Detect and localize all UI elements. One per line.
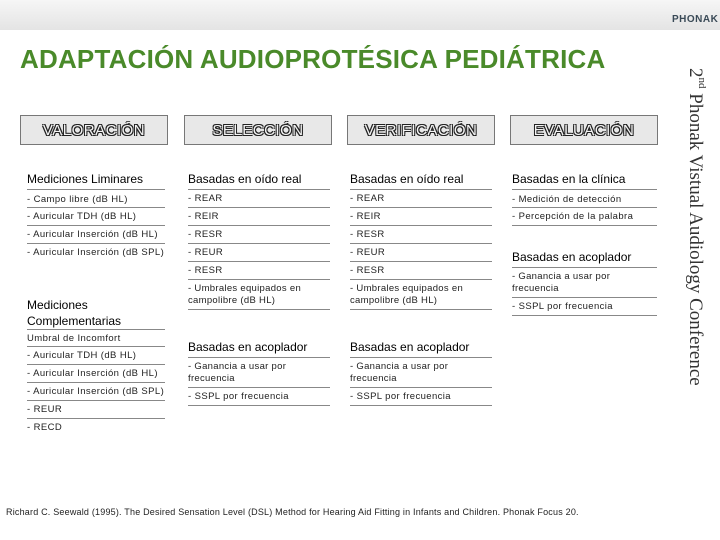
divider (512, 189, 657, 190)
divider (188, 279, 330, 280)
divider (512, 315, 657, 316)
evaluacion-section-acoplador: Basadas en acoplador (512, 250, 632, 264)
divider (27, 225, 165, 226)
divider (350, 189, 492, 190)
evaluacion-item: - Medición de detección (512, 194, 622, 205)
divider (350, 261, 492, 262)
valoracion-section-complementarias: Mediciones Complementarias (27, 298, 122, 328)
seleccion-item: - Ganancia a usar por frecuencia (188, 361, 287, 384)
divider (188, 225, 330, 226)
divider (27, 329, 165, 330)
verificacion-section-acoplador: Basadas en acoplador (350, 340, 470, 354)
verificacion-section-oido-real: Basadas en oído real (350, 172, 464, 186)
verificacion-item: - REIR (350, 211, 381, 222)
seleccion-section-acoplador: Basadas en acoplador (188, 340, 308, 354)
reference-citation: Richard C. Seewald (1995). The Desired Sensation Level (DSL) Method for Hearing Aid Fitting in Infants and Children. Phonak Focus 20. (6, 507, 579, 517)
seleccion-item: - RESR (188, 265, 223, 276)
divider (350, 225, 492, 226)
side-ordinal-suffix: nd (696, 77, 709, 89)
divider (188, 387, 330, 388)
valoracion-item: - Auricular Inserción (dB HL) (27, 229, 158, 240)
conference-side-label (678, 68, 714, 498)
seleccion-item: - REUR (188, 247, 224, 258)
divider (512, 267, 657, 268)
divider (188, 243, 330, 244)
phonak-logo: PHONAK (672, 14, 719, 25)
divider (512, 297, 657, 298)
verificacion-item: - RESR (350, 229, 385, 240)
divider (350, 279, 492, 280)
side-conference-name: Phonak Vistual Audiology Conference (684, 88, 706, 386)
evaluacion-section-clinica: Basadas en la clínica (512, 172, 626, 186)
seleccion-item: - REAR (188, 193, 223, 204)
valoracion-item: - RECD (27, 422, 63, 433)
divider (188, 189, 330, 190)
divider (27, 207, 165, 208)
divider (350, 243, 492, 244)
verificacion-item: - REAR (350, 193, 385, 204)
verificacion-note: - Umbrales equipados en campolibre (dB HL) (350, 283, 464, 306)
valoracion-item: - Campo libre (dB HL) (27, 194, 128, 205)
divider (350, 387, 492, 388)
divider (188, 261, 330, 262)
seleccion-item: - RESR (188, 229, 223, 240)
divider (27, 346, 165, 347)
header-evaluacion: EVALUACIÓN (510, 115, 658, 145)
seleccion-section-oido-real: Basadas en oído real (188, 172, 302, 186)
seleccion-item: - REIR (188, 211, 219, 222)
side-ordinal: 2 (684, 68, 706, 78)
valoracion-item: - Auricular Inserción (dB SPL) (27, 386, 165, 397)
header-seleccion: SELECCIÓN (184, 115, 332, 145)
divider (188, 405, 330, 406)
divider (27, 364, 165, 365)
divider (27, 418, 165, 419)
valoracion-item: - REUR (27, 404, 63, 415)
page-title: ADAPTACIÓN AUDIOPROTÉSICA PEDIÁTRICA (20, 44, 606, 74)
valoracion-section-liminares: Mediciones Liminares (27, 172, 144, 186)
divider (188, 207, 330, 208)
divider (350, 207, 492, 208)
valoracion-item: - Auricular TDH (dB HL) (27, 350, 137, 361)
seleccion-item: - SSPL por frecuencia (188, 391, 289, 402)
divider (27, 243, 165, 244)
header-verificacion: VERIFICACIÓN (347, 115, 495, 145)
divider (188, 309, 330, 310)
valoracion-item: - Auricular TDH (dB HL) (27, 211, 137, 222)
divider (512, 207, 657, 208)
valoracion-item: Umbral de Incomfort (27, 333, 121, 344)
divider (27, 382, 165, 383)
seleccion-note: - Umbrales equipados en campolibre (dB HL) (188, 283, 302, 306)
divider (350, 405, 492, 406)
verificacion-item: - Ganancia a usar por frecuencia (350, 361, 449, 384)
top-band (0, 0, 720, 30)
divider (27, 400, 165, 401)
divider (350, 357, 492, 358)
verificacion-item: - SSPL por frecuencia (350, 391, 451, 402)
verificacion-item: - REUR (350, 247, 386, 258)
evaluacion-item: - Percepción de la palabra (512, 211, 634, 222)
evaluacion-item: - Ganancia a usar por frecuencia (512, 271, 611, 294)
evaluacion-item: - SSPL por frecuencia (512, 301, 613, 312)
header-valoracion: VALORACIÓN (20, 115, 168, 145)
divider (188, 357, 330, 358)
divider (350, 309, 492, 310)
valoracion-item: - Auricular Inserción (dB SPL) (27, 247, 165, 258)
divider (27, 189, 165, 190)
verificacion-item: - RESR (350, 265, 385, 276)
divider (512, 225, 657, 226)
valoracion-item: - Auricular Inserción (dB HL) (27, 368, 158, 379)
